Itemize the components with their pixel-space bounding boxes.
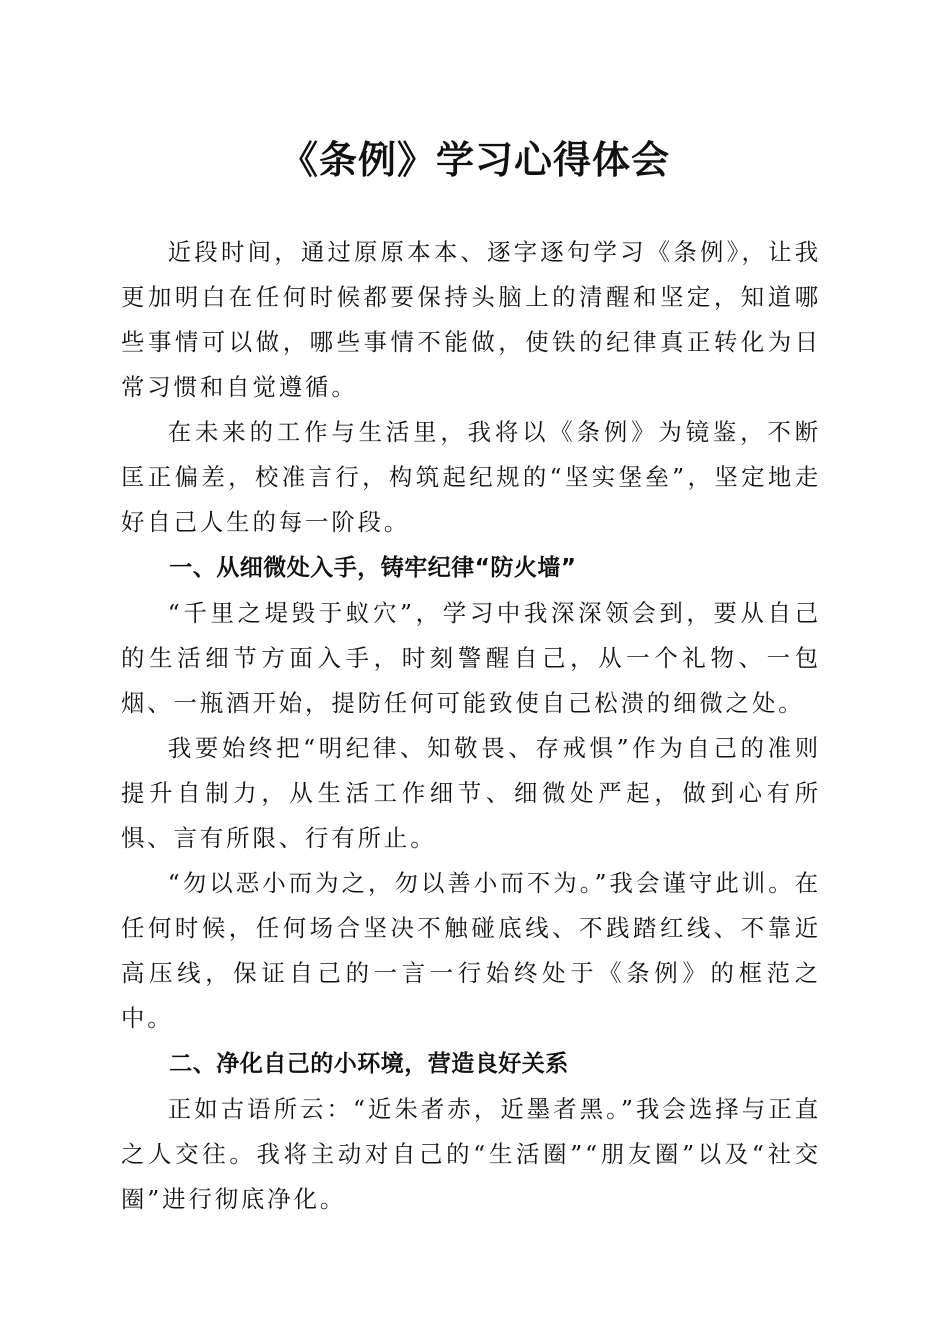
section-heading-2: 二、净化自己的小环境，营造良好关系 — [169, 1051, 569, 1077]
paragraph-details: “千里之堤毁于蚁穴”，学习中我深深领会到，要从自己的生活细节方面入手，时刻警醒自己，从一个礼物、一包烟、一瓶酒开始，提防任何可能致使自己松溃的细微之处。 — [121, 599, 821, 717]
page-title: 《条例》学习心得体会 — [279, 137, 670, 182]
paragraph-environment: 正如古语所云：“近朱者赤，近墨者黑。”我会选择与正直之人交往。我将主动对自己的“生活圈”“朋友圈”以及“社交圈”进行彻底净化。 — [121, 1095, 821, 1213]
paragraph-maxim: “勿以恶小而为之，勿以善小而不为。”我会谨守此训。在任何时候，任何场合坚决不触碰底线、不践踏红线、不靠近高压线，保证自己的一言一行始终处于《条例》的框范之中。 — [121, 869, 821, 1032]
section-heading-1: 一、从细微处入手，铸牢纪律“防火墙” — [169, 555, 577, 581]
paragraph-intro: 近段时间，通过原原本本、逐字逐句学习《条例》，让我更加明白在任何时候都要保持头脑上的清醒和坚定，知道哪些事情可以做，哪些事情不能做，使铁的纪律真正转化为日常习惯和自觉遵循。 — [121, 238, 821, 401]
document-body — [121, 230, 821, 1222]
paragraph-self-discipline: 我要始终把“明纪律、知敬畏、存戒惧”作为自己的准则提升自制力，从生活工作细节、细微处严起，做到心有所惧、言有所限、行有所止。 — [121, 734, 821, 852]
paragraph-future-work: 在未来的工作与生活里，我将以《条例》为镜鉴，不断匡正偏差，校准言行，构筑起纪规的“坚实堡垒”，坚定地走好自己人生的每一阶段。 — [121, 418, 821, 536]
